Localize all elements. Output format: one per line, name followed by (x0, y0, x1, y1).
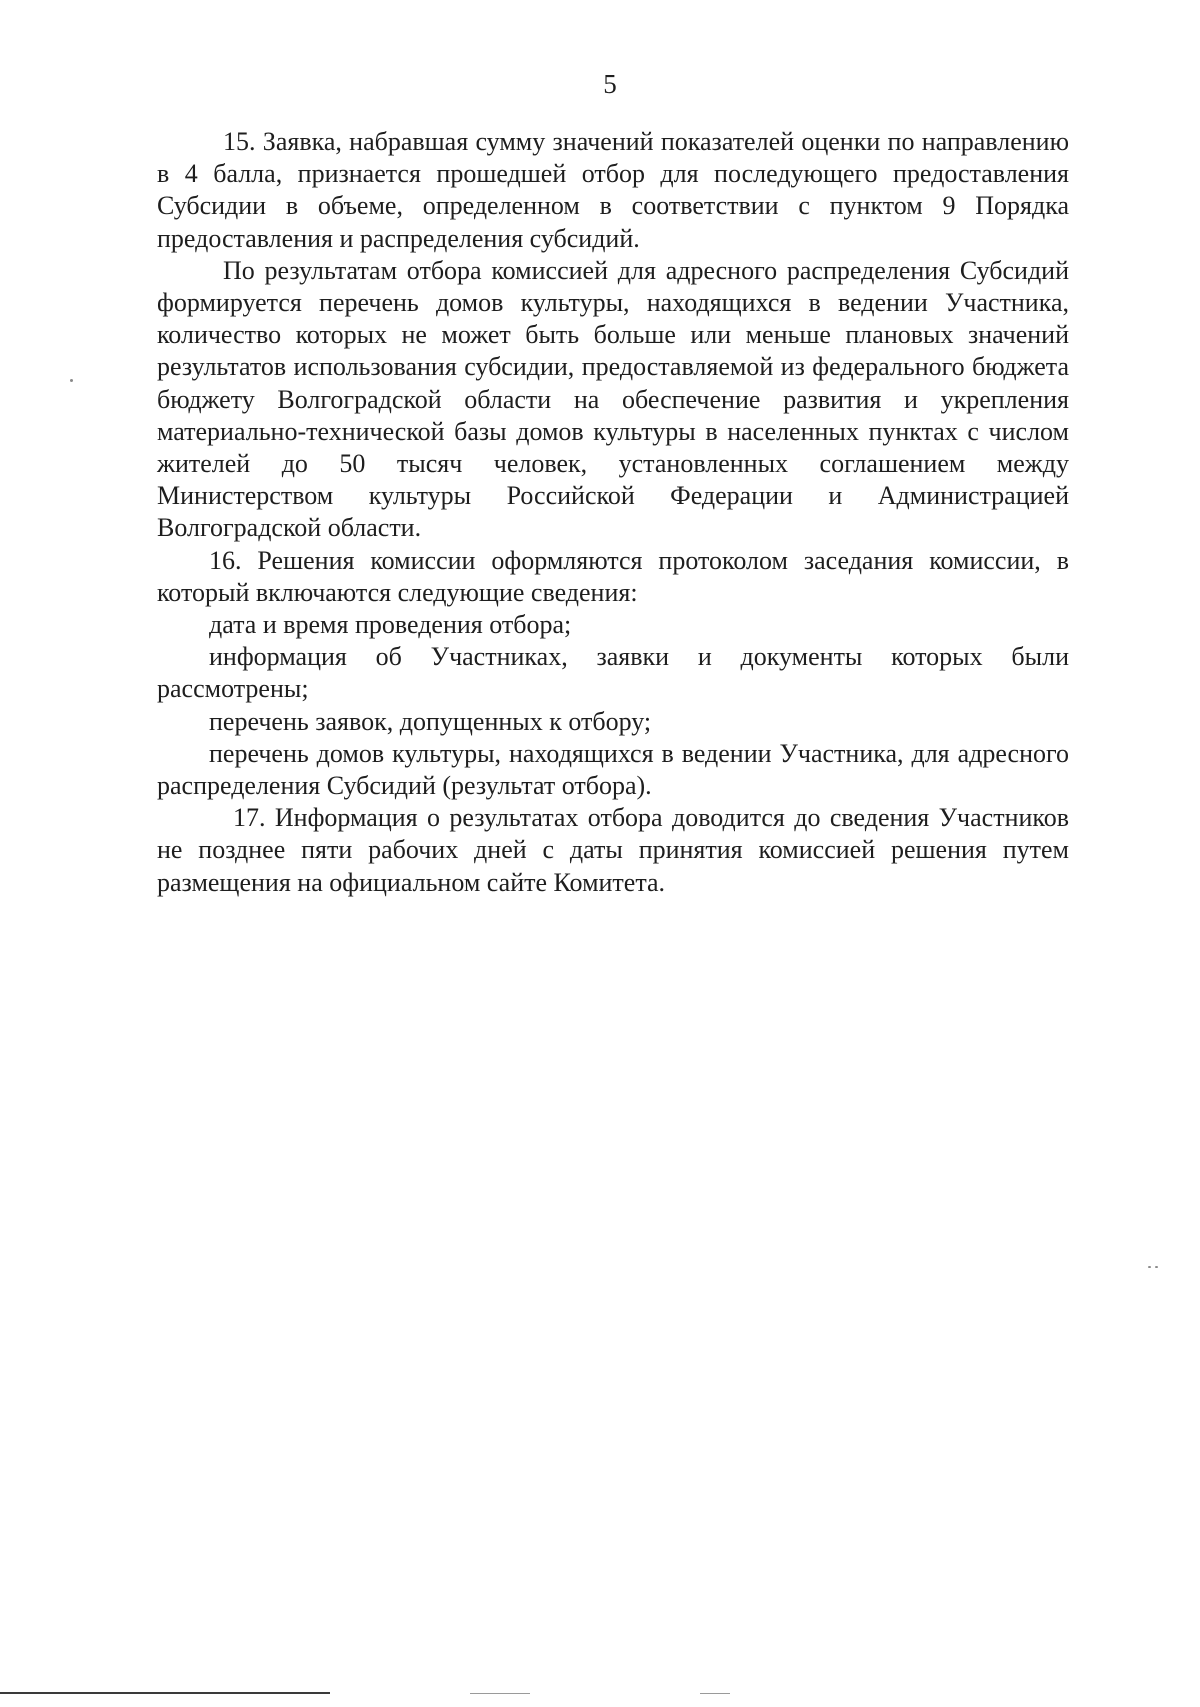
paragraph-text: 17. Информация о результатах отбора доводится до сведения Участников не позднее пяти рабочих дней с даты принятия комиссией решения путем размещения на официальном сайте Комитета. (157, 803, 1069, 897)
protocol-list-item-culture-houses (157, 738, 1069, 802)
protocol-list-item-applications (157, 706, 1069, 738)
paragraph-selection-results (157, 255, 1069, 545)
paragraph-item-15 (157, 126, 1069, 255)
paragraph-text: информация об Участниках, заявки и документы которых были рассмотрены; (157, 642, 1069, 704)
document-body (157, 126, 1069, 899)
paragraph-text: По результатам отбора комиссией для адресного распределения Субсидий формируется перечень домов культуры, находящихся в ведении Участника, количество которых не может быть больше или меньше плановых значений результатов использования субсидии, предоставляемой из федерального бюджета бюджету Волгоградской области на обеспечение развития и укрепления материально-технической базы домов культуры в населенных пунктах с числом жителей до 50 тысяч человек, установленных соглашением между Министерством культуры Российской Федерации и Администрацией Волгоградской области. (157, 255, 1069, 543)
paragraph-text: перечень домов культуры, находящихся в ведении Участника, для адресного распределения Субсидий (результат отбора). (157, 738, 1069, 801)
scan-speck (1155, 1266, 1158, 1268)
scan-speck (1148, 1266, 1151, 1268)
paragraph-text: 15. Заявка, набравшая сумму значений показателей оценки по направлению в 4 балла, признается прошедшей отбор для последующего предоставления Субсидии в объеме, определенном в соответствии с пунктом 9 Порядка предоставления и распределения субсидий. (157, 127, 1069, 253)
scan-edge-line (470, 1693, 530, 1694)
paragraph-text: 16. Решения комиссии оформляются протоколом заседания комиссии, в который включаются следующие сведения: (157, 545, 1069, 607)
protocol-list-item-date (157, 609, 1069, 641)
paragraph-item-16 (157, 545, 1069, 609)
page-number: 5 (603, 69, 617, 99)
scan-edge-line (0, 1692, 330, 1694)
protocol-list-item-participants (157, 641, 1069, 705)
scan-edge-line (700, 1693, 730, 1694)
paragraph-text: перечень заявок, допущенных к отбору; (209, 706, 652, 736)
paragraph-text: дата и время проведения отбора; (209, 610, 572, 640)
scan-speck (70, 379, 73, 382)
paragraph-item-17 (157, 802, 1069, 899)
